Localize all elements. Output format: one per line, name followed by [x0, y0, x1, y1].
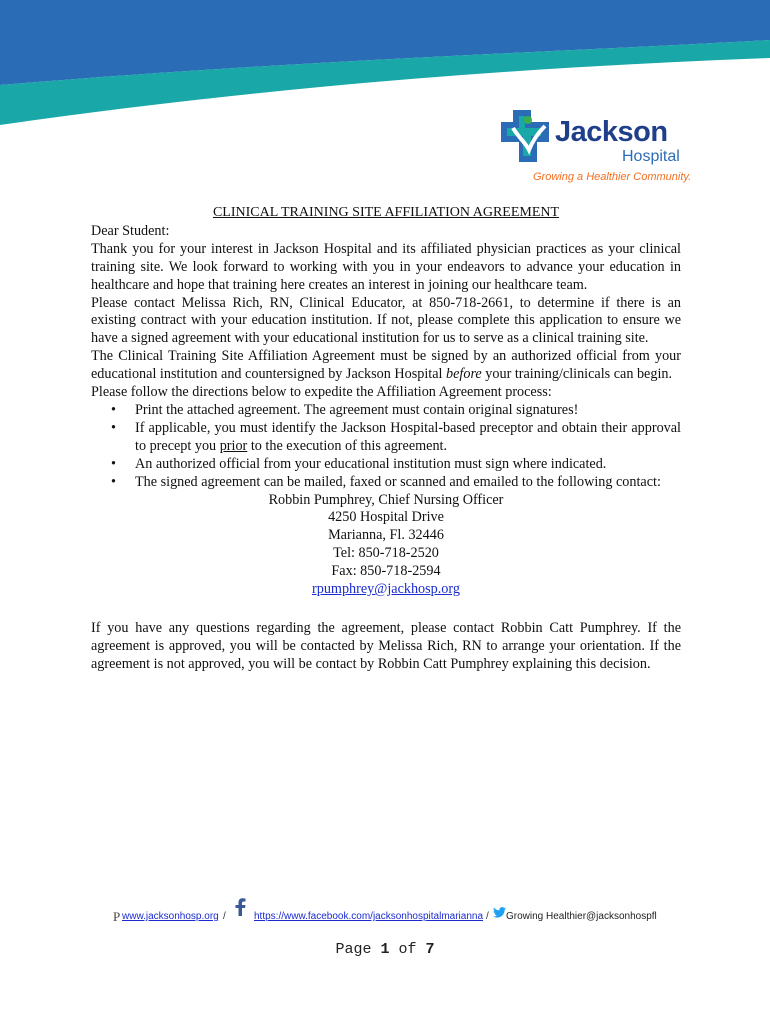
document-title: CLINICAL TRAINING SITE AFFILIATION AGREEMENT — [212, 205, 560, 220]
bullet2-underlined: prior — [219, 437, 248, 454]
contact-email-link[interactable]: rpumphrey@jackhosp.org — [312, 581, 460, 598]
logo-subtitle: Hospital — [622, 148, 680, 165]
contact-city: Marianna, Fl. 32446 — [328, 527, 444, 544]
bullet2-text-b: to the execution of this agreement. — [247, 437, 448, 454]
twitter-handle: Growing Healthier@jacksonhospfl — [506, 911, 657, 922]
page-indicator — [0, 941, 770, 958]
footer-separator: / — [223, 911, 226, 922]
footer-separator: / — [486, 911, 489, 922]
page-of: of — [398, 941, 417, 958]
jackson-hospital-logo — [497, 104, 692, 188]
para3-text-a: The Clinical Training Site Affiliation Agreement must be signed by an authorized official from your educational institution and countersigned by Jackson Hospital — [91, 348, 681, 383]
cross-figure-icon — [497, 108, 553, 164]
directions-intro: Please follow the directions below to expedite the Affiliation Agreement process: — [91, 384, 552, 401]
list-item: • An authorized official from your educational institution must sign where indicated. — [135, 456, 681, 474]
signature-requirement-paragraph — [91, 348, 681, 384]
contact-educator-paragraph: Please contact Melissa Rich, RN, Clinical Educator, at 850-718-2661, to determine if there is an existing contract with your education institution. If not, please complete this application to ensure we have a signed agreement with your educational institution for us to serve as a clinical training site. — [91, 294, 681, 347]
page-current: 1 — [380, 941, 390, 958]
footer-prefix: P — [113, 909, 121, 924]
page-word: Page — [335, 941, 372, 958]
twitter-icon[interactable] — [493, 907, 506, 918]
facebook-icon[interactable] — [234, 898, 246, 916]
contact-fax: Fax: 850-718-2594 — [331, 563, 441, 580]
contact-tel: Tel: 850-718-2520 — [333, 545, 439, 562]
contact-block — [91, 492, 681, 599]
list-item: • Print the attached agreement. The agreement must contain original signatures! — [135, 402, 681, 420]
list-item — [135, 420, 681, 456]
spacer — [91, 599, 681, 620]
list-item: • The signed agreement can be mailed, faxed or scanned and emailed to the following contact: — [135, 474, 681, 492]
logo-tagline: Growing a Healthier Community. — [533, 171, 692, 183]
para3-text-b: your training/clinicals can begin. — [481, 366, 673, 383]
footer — [113, 898, 713, 928]
intro-paragraph: Thank you for your interest in Jackson Hospital and its affiliated physician practices as your clinical training site. We look forward to working with you in your endeavors to advance your education in healthcare and hope that training here creates an interest in joining our healthcare team. — [91, 240, 681, 293]
contact-street: 4250 Hospital Drive — [328, 509, 444, 526]
salutation: Dear Student: — [91, 222, 170, 239]
facebook-link[interactable]: https://www.facebook.com/jacksonhospitalmarianna — [254, 911, 484, 922]
contact-name: Robbin Pumphrey, Chief Nursing Officer — [268, 491, 504, 508]
letter-body — [91, 204, 681, 674]
directions-list — [91, 402, 681, 492]
bullet2-text-a: If applicable, you must identify the Jackson Hospital-based preceptor and obtain their approval to precept you — [135, 419, 681, 454]
para3-emphasis: before — [446, 366, 482, 383]
page-total: 7 — [425, 941, 435, 958]
website-link[interactable]: www.jacksonhosp.org — [122, 911, 219, 922]
logo-wordmark: Jackson — [555, 116, 668, 148]
closing-paragraph: If you have any questions regarding the agreement, please contact Robbin Catt Pumphrey. If the agreement is approved, you will be contacted by Melissa Rich, RN to arrange your orientation. If the agreement is not approved, you will be contact by Robbin Catt Pumphrey explaining this decision. — [91, 619, 681, 672]
